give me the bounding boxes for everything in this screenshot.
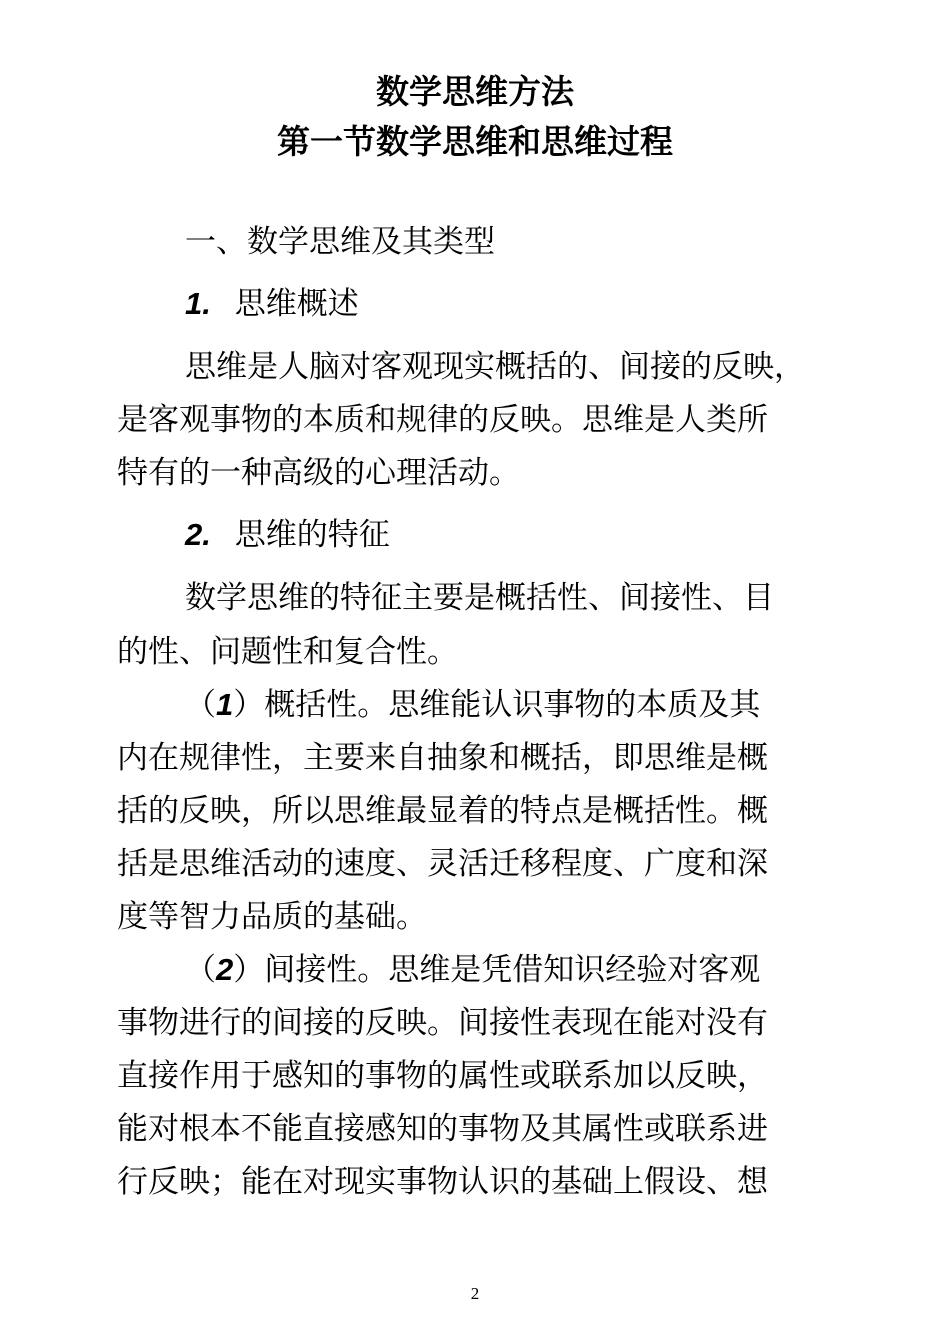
paragraph-line: 的性、问题性和复合性。 bbox=[117, 634, 458, 670]
section-title: 第一节数学思维和思维过程 bbox=[277, 122, 673, 161]
item-label-2: 思维的特征 bbox=[234, 517, 390, 553]
paragraph-line: 事物进行的间接的反映。间接性表现在能对没有 bbox=[117, 1005, 768, 1041]
paragraph-line: 度等智力品质的基础。 bbox=[117, 899, 427, 935]
paragraph-line: 特有的一种高级的心理活动。 bbox=[117, 455, 520, 491]
open-paren: （ bbox=[185, 952, 216, 988]
item-heading-2 bbox=[185, 515, 390, 555]
point-number-2: 2 bbox=[216, 952, 234, 987]
paragraph-line: 括是思维活动的速度、灵活迁移程度、广度和深 bbox=[117, 846, 768, 882]
paragraph-line: 内在规律性，主要来自抽象和概括，即思维是概 bbox=[117, 740, 768, 776]
point-number-1: 1 bbox=[216, 687, 234, 722]
paragraph-line: 是客观事物的本质和规律的反映。思维是人类所 bbox=[117, 402, 768, 438]
paragraph-line: 行反映；能在对现实事物认识的基础上假设、想 bbox=[117, 1164, 768, 1200]
point-1-text: ）概括性。思维能认识事物的本质及其 bbox=[233, 687, 761, 723]
point-1-first-line bbox=[185, 685, 760, 725]
paragraph-line: 能对根本不能直接感知的事物及其属性或联系进 bbox=[117, 1111, 768, 1147]
open-paren: （ bbox=[185, 687, 216, 723]
point-2-first-line bbox=[185, 950, 760, 990]
paragraph-line: 直接作用于感知的事物的属性或联系加以反映， bbox=[117, 1058, 768, 1094]
section-heading: 一、数学思维及其类型 bbox=[185, 224, 495, 260]
point-2-text: ）间接性。思维是凭借知识经验对客观 bbox=[233, 952, 761, 988]
item-label-1: 思维概述 bbox=[234, 286, 359, 322]
item-number-1: 1. bbox=[185, 286, 211, 321]
item-number-2: 2. bbox=[185, 517, 211, 552]
paragraph-line: 括的反映，所以思维最显着的特点是概括性。概 bbox=[117, 793, 768, 829]
item-heading-1 bbox=[185, 284, 359, 324]
paragraph-line: 思维是人脑对客观现实概括的、间接的反映， bbox=[185, 349, 805, 385]
document-title: 数学思维方法 bbox=[376, 72, 574, 111]
page-number: 2 bbox=[470, 1284, 480, 1303]
paragraph-line: 数学思维的特征主要是概括性、间接性、目 bbox=[185, 580, 774, 616]
